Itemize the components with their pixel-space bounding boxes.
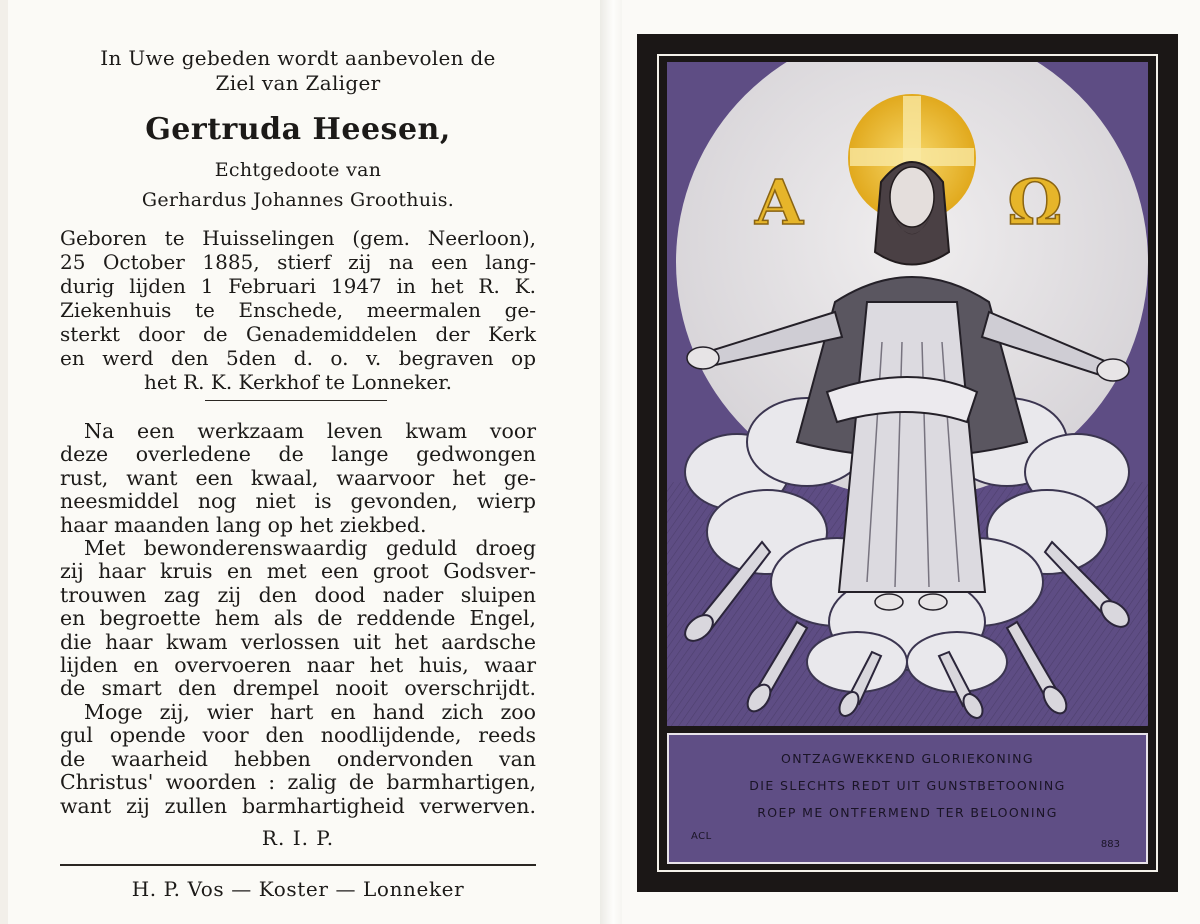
intro-line: Ziel van Zaliger bbox=[215, 71, 381, 95]
rip-text: R. I. P. bbox=[261, 826, 335, 850]
story-line: die haar kwam verlossen uit het aardsche bbox=[60, 629, 536, 654]
christ-in-glory-illustration bbox=[667, 62, 1148, 726]
omega-symbol: Ω bbox=[1007, 166, 1063, 239]
bio-line: Ziekenhuis te Enschede, meermalen ge- bbox=[60, 298, 536, 322]
verse-line: ROEP ME ONTFERMEND TER BELOONING bbox=[757, 805, 1058, 820]
footer-credit: H. P. Vos — Koster — Lonneker bbox=[131, 877, 465, 901]
right-foot bbox=[919, 594, 947, 610]
story-line: de smart den drempel nooit overschrijdt. bbox=[60, 676, 536, 701]
spouse-line: Gerhardus Johannes Groothuis. bbox=[141, 189, 455, 211]
bio-line: Geboren te Huisselingen (gem. Neerloon), bbox=[60, 226, 536, 250]
verse-panel bbox=[667, 733, 1148, 864]
alpha-symbol: A bbox=[754, 166, 804, 239]
spouse-text bbox=[60, 155, 536, 215]
story-line: trouwen zag zij den dood nader sluipen bbox=[60, 582, 536, 607]
card-number: 883 bbox=[1100, 839, 1120, 850]
biography-paragraph bbox=[60, 226, 536, 394]
story-line: deze overledene de lange gedwongen bbox=[60, 442, 536, 467]
story-line: rust, want een kwaal, waarvoor het ge- bbox=[60, 465, 536, 490]
illustration-svg bbox=[667, 62, 1148, 726]
deceased-name: Gertruda Heesen, bbox=[145, 112, 451, 147]
bio-line: sterkt door de Genademiddelen der Kerk bbox=[60, 322, 536, 346]
publisher-mark: ACL bbox=[691, 831, 712, 842]
story-line: Met bewonderenswaardig geduld droeg bbox=[84, 536, 536, 561]
story-line: de waarheid hebben ondervonden van bbox=[60, 746, 536, 771]
bio-line: 25 October 1885, stierf zij na een lang- bbox=[60, 250, 536, 274]
left-hand bbox=[687, 347, 719, 369]
memorial-text bbox=[60, 420, 536, 818]
verse-line: DIE SLECHTS REDT UIT GUNSTBETOONING bbox=[749, 778, 1066, 793]
intro-line: In Uwe gebeden wordt aanbevolen de bbox=[100, 46, 496, 70]
story-line: haar maanden lang op het ziekbed. bbox=[60, 512, 427, 537]
bio-line: en werd den 5den d. o. v. begraven op bbox=[60, 346, 536, 370]
story-line: zij haar kruis en met een groot Godsver- bbox=[60, 559, 536, 584]
story-line: Moge zij, wier hart en hand zich zoo bbox=[84, 699, 536, 724]
intro-text bbox=[60, 46, 536, 96]
left-foot bbox=[875, 594, 903, 610]
verse-line: ONTZAGWEKKEND GLORIEKONING bbox=[780, 751, 1035, 766]
short-divider bbox=[205, 400, 387, 401]
page-gutter bbox=[600, 0, 622, 924]
story-line: want zij zullen barmhartigheid verwerven. bbox=[60, 793, 536, 818]
spouse-line: Echtgedoote van bbox=[214, 159, 382, 181]
bio-line: durig lijden 1 Februari 1947 in het R. K. bbox=[60, 274, 536, 298]
face bbox=[890, 167, 934, 227]
story-line: en begroette hem als de reddende Engel, bbox=[60, 606, 536, 631]
bio-line: het R. K. Kerkhof te Lonneker. bbox=[144, 370, 452, 394]
story-line: Christus' woorden : zalig de barmhartigen, bbox=[60, 770, 536, 795]
right-hand bbox=[1097, 359, 1129, 381]
story-line: gul opende voor den noodlijdende, reeds bbox=[60, 723, 536, 748]
story-line: lijden en overvoeren naar het huis, waar bbox=[60, 653, 536, 678]
footer-divider bbox=[60, 864, 536, 866]
story-line: Na een werkzaam leven kwam voor bbox=[84, 419, 536, 443]
story-line: neesmiddel nog niet is gevonden, wierp bbox=[60, 489, 536, 514]
